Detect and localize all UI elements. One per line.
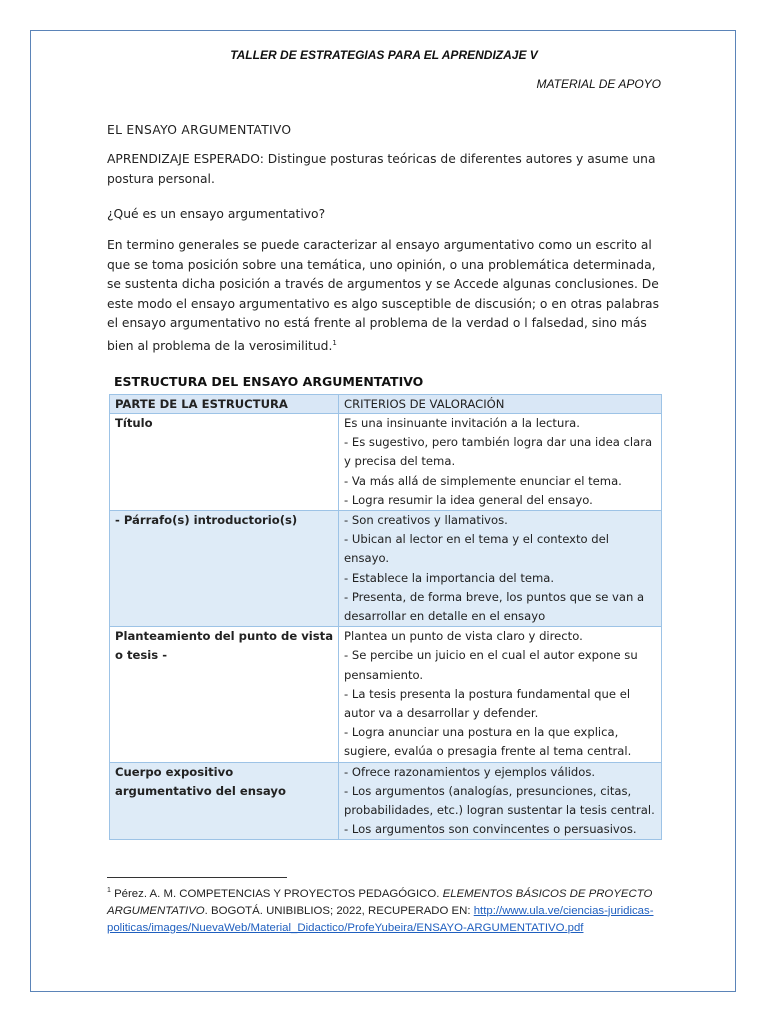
intro-paragraph	[107, 236, 667, 356]
learning-objective: APRENDIZAJE ESPERADO: Distingue posturas teóricas de diferentes autores y asume una postura personal.	[107, 152, 656, 186]
table-row	[110, 762, 662, 840]
col-header-part: PARTE DE LA ESTRUCTURA	[110, 395, 339, 414]
row-part: Título	[110, 414, 339, 511]
structure-table	[109, 394, 662, 840]
footnote-link[interactable]: http://www.ula.ve/ciencias-juridicas-politicas/images/NuevaWeb/Material_Didactico/ProfeYubeira/ENSAYO-ARGUMENTATIVO.pdf	[107, 904, 654, 934]
criteria-line: - Ubican al lector en el tema y el contexto del ensayo.	[344, 532, 610, 566]
row-part: - Párrafo(s) introductorio(s)	[110, 511, 339, 627]
criteria-line: Es una insinuante invitación a la lectura.	[344, 416, 580, 430]
criteria-line: Plantea un punto de vista claro y directo.	[344, 629, 583, 644]
section-heading: EL ENSAYO ARGUMENTATIVO	[107, 123, 292, 137]
table-row	[110, 627, 662, 762]
row-criteria	[339, 627, 662, 762]
row-criteria	[339, 511, 662, 627]
criteria-line: - Son creativos y llamativos.	[344, 513, 508, 528]
document-subtitle: MATERIAL DE APOYO	[536, 77, 661, 91]
footnote	[107, 882, 667, 937]
criteria-line: - Los argumentos (analogías, presunciones, citas, probabilidades, etc.) logran sustentar la tesis central.	[344, 783, 655, 818]
row-criteria	[339, 414, 662, 511]
footnote-number: 1	[107, 887, 111, 894]
table-header-row	[110, 395, 662, 414]
criteria-line: - Se percibe un juicio en el cual el autor expone su pensamiento.	[344, 648, 638, 682]
footnote-text-before: Pérez. A. M. COMPETENCIAS Y PROYECTOS PEDAGÓGICO.	[110, 887, 443, 900]
criteria-line: - Establece la importancia del tema.	[344, 570, 555, 585]
criteria-line: - Va más allá de simplemente enunciar el tema.	[344, 473, 622, 488]
criteria-line: - Presenta, de forma breve, los puntos que se van a desarrollar en detalle en el ensayo	[344, 589, 645, 624]
table-row	[110, 414, 662, 511]
intro-paragraph-text: En termino generales se puede caracterizar al ensayo argumentativo como un escrito al que se toma posición sobre una temática, uno opinión, o una problemática determinada, se sustenta dicha posición a través de argumentos y se Accede algunas conclusiones. De este modo el ensayo argumentativo es algo susceptible de discusión; o en otras palabras el ensayo argumentativo no está frente al problema de la verdad o l falsedad, sino más bien al problema de la verosimilitud.	[107, 238, 659, 353]
footnote-text-after: . BOGOTÁ. UNIBIBLIOS; 2022, RECUPERADO EN:	[204, 904, 474, 917]
row-criteria	[339, 762, 662, 840]
footnote-ref[interactable]: 1	[332, 338, 337, 347]
table-row	[110, 511, 662, 627]
row-part: Cuerpo expositivo argumentativo del ensayo	[110, 762, 339, 840]
row-part: Planteamiento del punto de vista o tesis -	[110, 627, 339, 762]
footnote-separator	[107, 877, 287, 878]
criteria-line: - Los argumentos son convincentes o persuasivos.	[344, 822, 637, 837]
criteria-line: - Ofrece razonamientos y ejemplos válidos.	[344, 764, 596, 779]
table-caption: ESTRUCTURA DEL ENSAYO ARGUMENTATIVO	[114, 374, 424, 389]
criteria-line: - Es sugestivo, pero también logra dar una idea clara y precisa del tema.	[344, 435, 653, 469]
criteria-line: - Logra resumir la idea general del ensayo.	[344, 492, 593, 507]
col-header-criteria: CRITERIOS DE VALORACIÓN	[339, 395, 662, 414]
document-title: TALLER DE ESTRATEGIAS PARA EL APRENDIZAJE V	[230, 48, 538, 62]
criteria-line: - Logra anunciar una postura en la que explica, sugiere, evalúa o presagia frente al tema central.	[344, 725, 632, 759]
criteria-line: - La tesis presenta la postura fundamental que el autor va a desarrollar y defender.	[344, 686, 631, 721]
footnote-italic-title: ELEMENTOS BÁSICOS DE PROYECTO ARGUMENTATIVO	[107, 887, 653, 917]
question-text: ¿Qué es un ensayo argumentativo?	[107, 207, 326, 221]
